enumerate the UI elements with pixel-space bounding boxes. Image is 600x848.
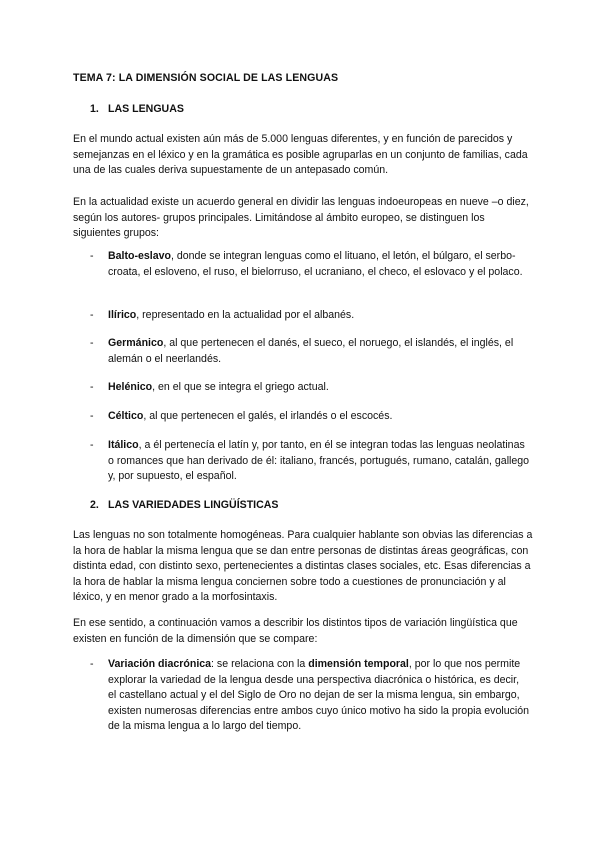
section-title: LAS VARIEDADES LINGÜÍSTICAS bbox=[108, 499, 279, 511]
section-heading-lenguas bbox=[90, 102, 184, 118]
list-item bbox=[90, 409, 530, 425]
group-text: , a él pertenecía el latín y, por tanto, en él se integran todas las lenguas neolatinas o romances que han derivado de él: italiano, francés, portugués, rumano, catalán, gallego y, por supuesto, el español. bbox=[108, 439, 530, 482]
dash-marker: - bbox=[90, 381, 94, 393]
section-number: 2. bbox=[90, 499, 99, 511]
section-heading-variedades bbox=[90, 498, 279, 514]
list-item bbox=[90, 336, 530, 367]
list-item bbox=[90, 249, 530, 280]
group-term: Helénico bbox=[108, 381, 153, 393]
variation-term: Variación diacrónica bbox=[108, 658, 212, 670]
group-text: , al que pertenecen el danés, el sueco, el noruego, el islandés, el inglés, el alemán o el neerlandés. bbox=[108, 337, 514, 365]
paragraph: En ese sentido, a continuación vamos a describir los distintos tipos de variación lingüística que existen en función de la dimensión que se compare: bbox=[73, 617, 518, 645]
paragraph: En la actualidad existe un acuerdo general en dividir las lenguas indoeuropeas en nueve –o diez, según los autores- grupos principales. Limitándose al ámbito europeo, se distinguen los siguientes grupos: bbox=[73, 196, 529, 239]
variation-text: , por lo que nos permite explorar la variedad de la lengua desde una perspectiva diacrónica o histórica, es decir, el castellano actual y el del Siglo de Oro no dejan de ser la misma lengua, sin embargo, existen numerosas diferencias entre ambos cuyo único motivo ha sido la propia evolución de la misma lengua a lo largo del tiempo. bbox=[108, 658, 530, 732]
dash-marker: - bbox=[90, 410, 94, 422]
group-text: , donde se integran lenguas como el lituano, el letón, el búlgaro, el serbo-croata, el esloveno, el ruso, el bielorruso, el ucraniano, el checo, el eslovaco y el polaco. bbox=[108, 250, 523, 278]
list-item bbox=[90, 657, 530, 735]
section-title: LAS LENGUAS bbox=[108, 103, 184, 115]
page-title: TEMA 7: LA DIMENSIÓN SOCIAL DE LAS LENGUAS bbox=[73, 72, 339, 84]
group-term: Germánico bbox=[108, 337, 164, 349]
group-term: Ilírico bbox=[108, 309, 137, 321]
section-number: 1. bbox=[90, 103, 99, 115]
list-item bbox=[90, 308, 530, 324]
paragraph: En el mundo actual existen aún más de 5.000 lenguas diferentes, y en función de parecidos y semejanzas en el léxico y en la gramática es posible agruparlas en un conjunto de familias, cada una de las cuales deriva supuestamente de un antepasado común. bbox=[73, 133, 528, 176]
dash-marker: - bbox=[90, 250, 94, 262]
dash-marker: - bbox=[90, 658, 94, 670]
list-item bbox=[90, 380, 530, 396]
group-text: , al que pertenecen el galés, el irlandés o el escocés. bbox=[143, 410, 393, 422]
dash-marker: - bbox=[90, 439, 94, 451]
group-text: , representado en la actualidad por el albanés. bbox=[136, 309, 355, 321]
variation-text: : se relaciona con la bbox=[211, 658, 309, 670]
dash-marker: - bbox=[90, 337, 94, 349]
group-term: Balto-eslavo bbox=[108, 250, 171, 262]
paragraph: Las lenguas no son totalmente homogéneas. Para cualquier hablante son obvias las diferencias a la hora de hablar la misma lengua que se dan entre personas de distintas áreas geográficas, con distinta edad, con distinto sexo, pertenecientes a distintas clases sociales, etc. Esas diferencias a la hora de hablar la misma lengua conciernen sobre todo a cuestiones de pronunciación y al léxico, y en menor grado a la morfosintaxis. bbox=[73, 529, 533, 603]
variation-term-secondary: dimensión temporal bbox=[308, 658, 409, 670]
group-term: Céltico bbox=[108, 410, 144, 422]
list-item bbox=[90, 438, 530, 485]
group-text: , en el que se integra el griego actual. bbox=[152, 381, 329, 393]
dash-marker: - bbox=[90, 309, 94, 321]
group-term: Itálico bbox=[108, 439, 139, 451]
